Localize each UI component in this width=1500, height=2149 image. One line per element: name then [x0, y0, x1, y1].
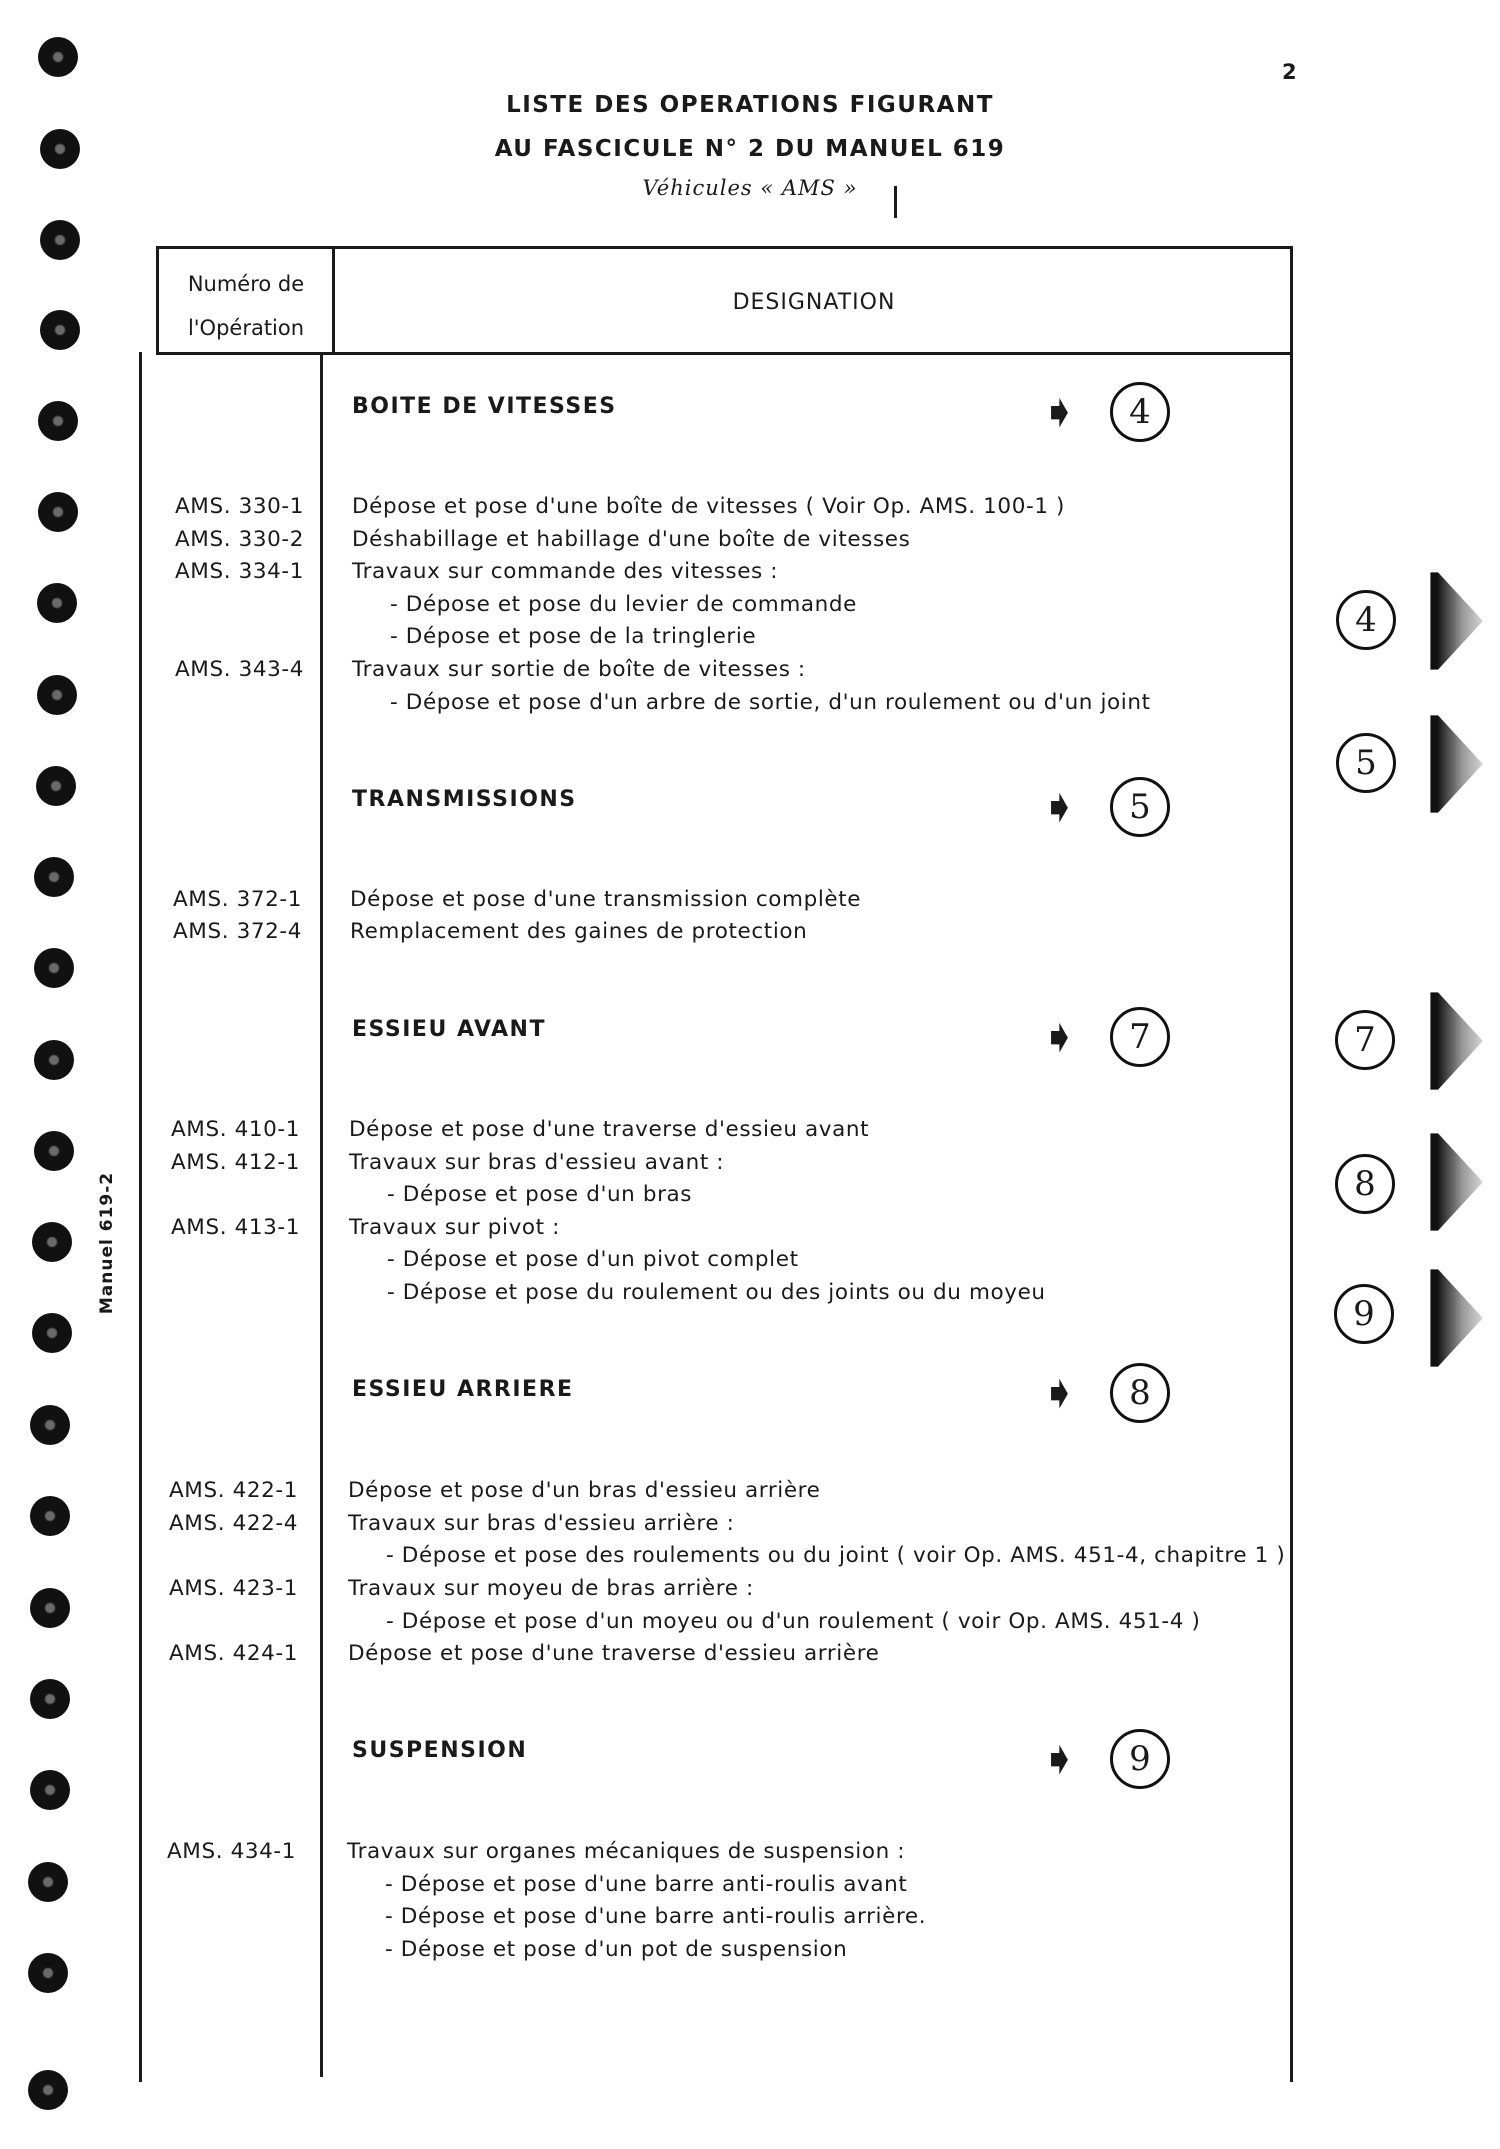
section-chapter-badge: 9 — [1110, 1729, 1170, 1789]
chapter-tab-arrow-icon[interactable] — [1424, 1118, 1488, 1246]
binder-hole — [30, 1405, 70, 1445]
operation-number: AMS. 423-1 — [169, 1576, 299, 1601]
table-right-border — [1290, 246, 1293, 2082]
operation-number: AMS. 372-4 — [173, 919, 303, 944]
chapter-tab-arrow-icon[interactable] — [1424, 977, 1488, 1105]
operation-sub-item: - Dépose et pose du levier de commande — [390, 592, 857, 617]
operation-sub-item: - Dépose et pose d'une barre anti-roulis arrière. — [385, 1904, 927, 1929]
document-title-line-2: AU FASCICULE N° 2 DU MANUEL 619 — [494, 136, 1006, 162]
arrow-right-icon: ➧ — [1040, 779, 1079, 833]
binder-hole — [30, 1588, 70, 1628]
operation-designation: Déshabillage et habillage d'une boîte de vitesses — [352, 527, 911, 552]
column-header-operation-number: Numéro de l'Opération — [187, 272, 305, 340]
operation-number: AMS. 334-1 — [175, 559, 305, 584]
section-title: ESSIEU ARRIERE — [352, 1377, 574, 1402]
operation-designation: Dépose et pose d'un bras d'essieu arrière — [348, 1478, 821, 1503]
operation-sub-item: - Dépose et pose d'un arbre de sortie, d'un roulement ou d'un joint — [390, 690, 1151, 715]
operation-sub-item: - Dépose et pose d'un pot de suspension — [385, 1937, 848, 1962]
binder-hole — [34, 1131, 74, 1171]
operation-designation: Dépose et pose d'une traverse d'essieu arrière — [348, 1641, 880, 1666]
binder-hole — [40, 220, 80, 260]
operation-sub-item: - Dépose et pose d'un pivot complet — [387, 1247, 799, 1272]
binder-hole — [36, 766, 76, 806]
binder-hole — [30, 1770, 70, 1810]
binder-hole — [30, 1496, 70, 1536]
operation-number: AMS. 434-1 — [167, 1839, 297, 1864]
operation-designation: Travaux sur bras d'essieu avant : — [349, 1150, 725, 1175]
binder-hole — [40, 129, 80, 169]
operation-number: AMS. 372-1 — [173, 887, 303, 912]
binder-hole — [38, 401, 78, 441]
operation-designation: Travaux sur sortie de boîte de vitesses : — [352, 657, 806, 682]
table-top-border — [156, 246, 1293, 249]
operation-designation: Travaux sur moyeu de bras arrière : — [348, 1576, 754, 1601]
operation-sub-item: - Dépose et pose des roulements ou du joint ( voir Op. AMS. 451-4, chapitre 1 ) — [386, 1543, 1286, 1568]
operation-number: AMS. 343-4 — [175, 657, 305, 682]
binder-hole — [28, 1862, 68, 1902]
operation-designation: Dépose et pose d'une transmission complète — [350, 887, 862, 912]
column-header-designation: DESIGNATION — [732, 290, 896, 315]
operation-designation: Travaux sur commande des vitesses : — [352, 559, 779, 584]
arrow-right-icon: ➧ — [1040, 1009, 1079, 1063]
chapter-tab-arrow-icon[interactable] — [1424, 1254, 1488, 1382]
manual-reference: Manuel 619-2 — [97, 1171, 117, 1315]
binder-hole — [37, 675, 77, 715]
operation-number: AMS. 410-1 — [171, 1117, 301, 1142]
section-title: BOITE DE VITESSES — [352, 394, 617, 419]
operation-number: AMS. 422-4 — [169, 1511, 299, 1536]
operation-number: AMS. 330-1 — [175, 494, 305, 519]
section-chapter-badge: 4 — [1110, 382, 1170, 442]
operation-number: AMS. 413-1 — [171, 1215, 301, 1240]
chapter-tab-badge[interactable]: 7 — [1335, 1010, 1395, 1070]
section-chapter-badge: 7 — [1110, 1007, 1170, 1067]
section-title: TRANSMISSIONS — [352, 787, 577, 812]
chapter-tab-arrow-icon[interactable] — [1424, 700, 1488, 828]
operation-designation: Travaux sur pivot : — [349, 1215, 560, 1240]
section-chapter-badge: 8 — [1110, 1363, 1170, 1423]
operation-sub-item: - Dépose et pose du roulement ou des joints ou du moyeu — [387, 1280, 1046, 1305]
operation-sub-item: - Dépose et pose d'un bras — [387, 1182, 693, 1207]
binder-hole — [28, 2070, 68, 2110]
binder-hole — [34, 948, 74, 988]
document-subtitle: Véhicules « AMS » — [642, 176, 858, 200]
operation-designation: Remplacement des gaines de protection — [350, 919, 808, 944]
binder-hole — [34, 1040, 74, 1080]
binder-hole — [38, 492, 78, 532]
operation-designation: Travaux sur bras d'essieu arrière : — [348, 1511, 735, 1536]
arrow-right-icon: ➧ — [1040, 1365, 1079, 1419]
section-chapter-badge: 5 — [1110, 777, 1170, 837]
table-column-divider — [320, 352, 323, 2077]
operation-designation: Travaux sur organes mécaniques de suspension : — [347, 1839, 906, 1864]
operation-number: AMS. 330-2 — [175, 527, 305, 552]
arrow-right-icon: ➧ — [1040, 1731, 1079, 1785]
chapter-tab-badge[interactable]: 9 — [1334, 1284, 1394, 1344]
page-number: 2 — [1282, 60, 1297, 84]
operation-number: AMS. 422-1 — [169, 1478, 299, 1503]
operation-sub-item: - Dépose et pose d'un moyeu ou d'un roulement ( voir Op. AMS. 451-4 ) — [386, 1609, 1201, 1634]
operation-number: AMS. 424-1 — [169, 1641, 299, 1666]
table-left-border — [139, 352, 142, 2082]
binder-hole — [40, 310, 80, 350]
arrow-right-icon: ➧ — [1040, 384, 1079, 438]
section-title: SUSPENSION — [352, 1738, 528, 1763]
operation-number: AMS. 412-1 — [171, 1150, 301, 1175]
binder-hole — [37, 583, 77, 623]
binder-hole — [32, 1313, 72, 1353]
binder-hole — [38, 37, 78, 77]
stray-mark — [894, 186, 897, 218]
chapter-tab-arrow-icon[interactable] — [1424, 557, 1488, 685]
operation-designation: Dépose et pose d'une boîte de vitesses ( Voir Op. AMS. 100-1 ) — [352, 494, 1066, 519]
section-title: ESSIEU AVANT — [352, 1017, 546, 1042]
operation-sub-item: - Dépose et pose d'une barre anti-roulis avant — [385, 1872, 908, 1897]
binder-hole — [32, 1222, 72, 1262]
chapter-tab-badge[interactable]: 8 — [1335, 1154, 1395, 1214]
operation-sub-item: - Dépose et pose de la tringlerie — [390, 624, 757, 649]
operation-designation: Dépose et pose d'une traverse d'essieu avant — [349, 1117, 870, 1142]
binder-hole — [30, 1679, 70, 1719]
document-title-line-1: LISTE DES OPERATIONS FIGURANT — [506, 92, 994, 118]
chapter-tab-badge[interactable]: 4 — [1336, 590, 1396, 650]
chapter-tab-badge[interactable]: 5 — [1336, 733, 1396, 793]
binder-hole — [28, 1953, 68, 1993]
table-header-divider — [156, 352, 1293, 355]
binder-hole — [34, 857, 74, 897]
